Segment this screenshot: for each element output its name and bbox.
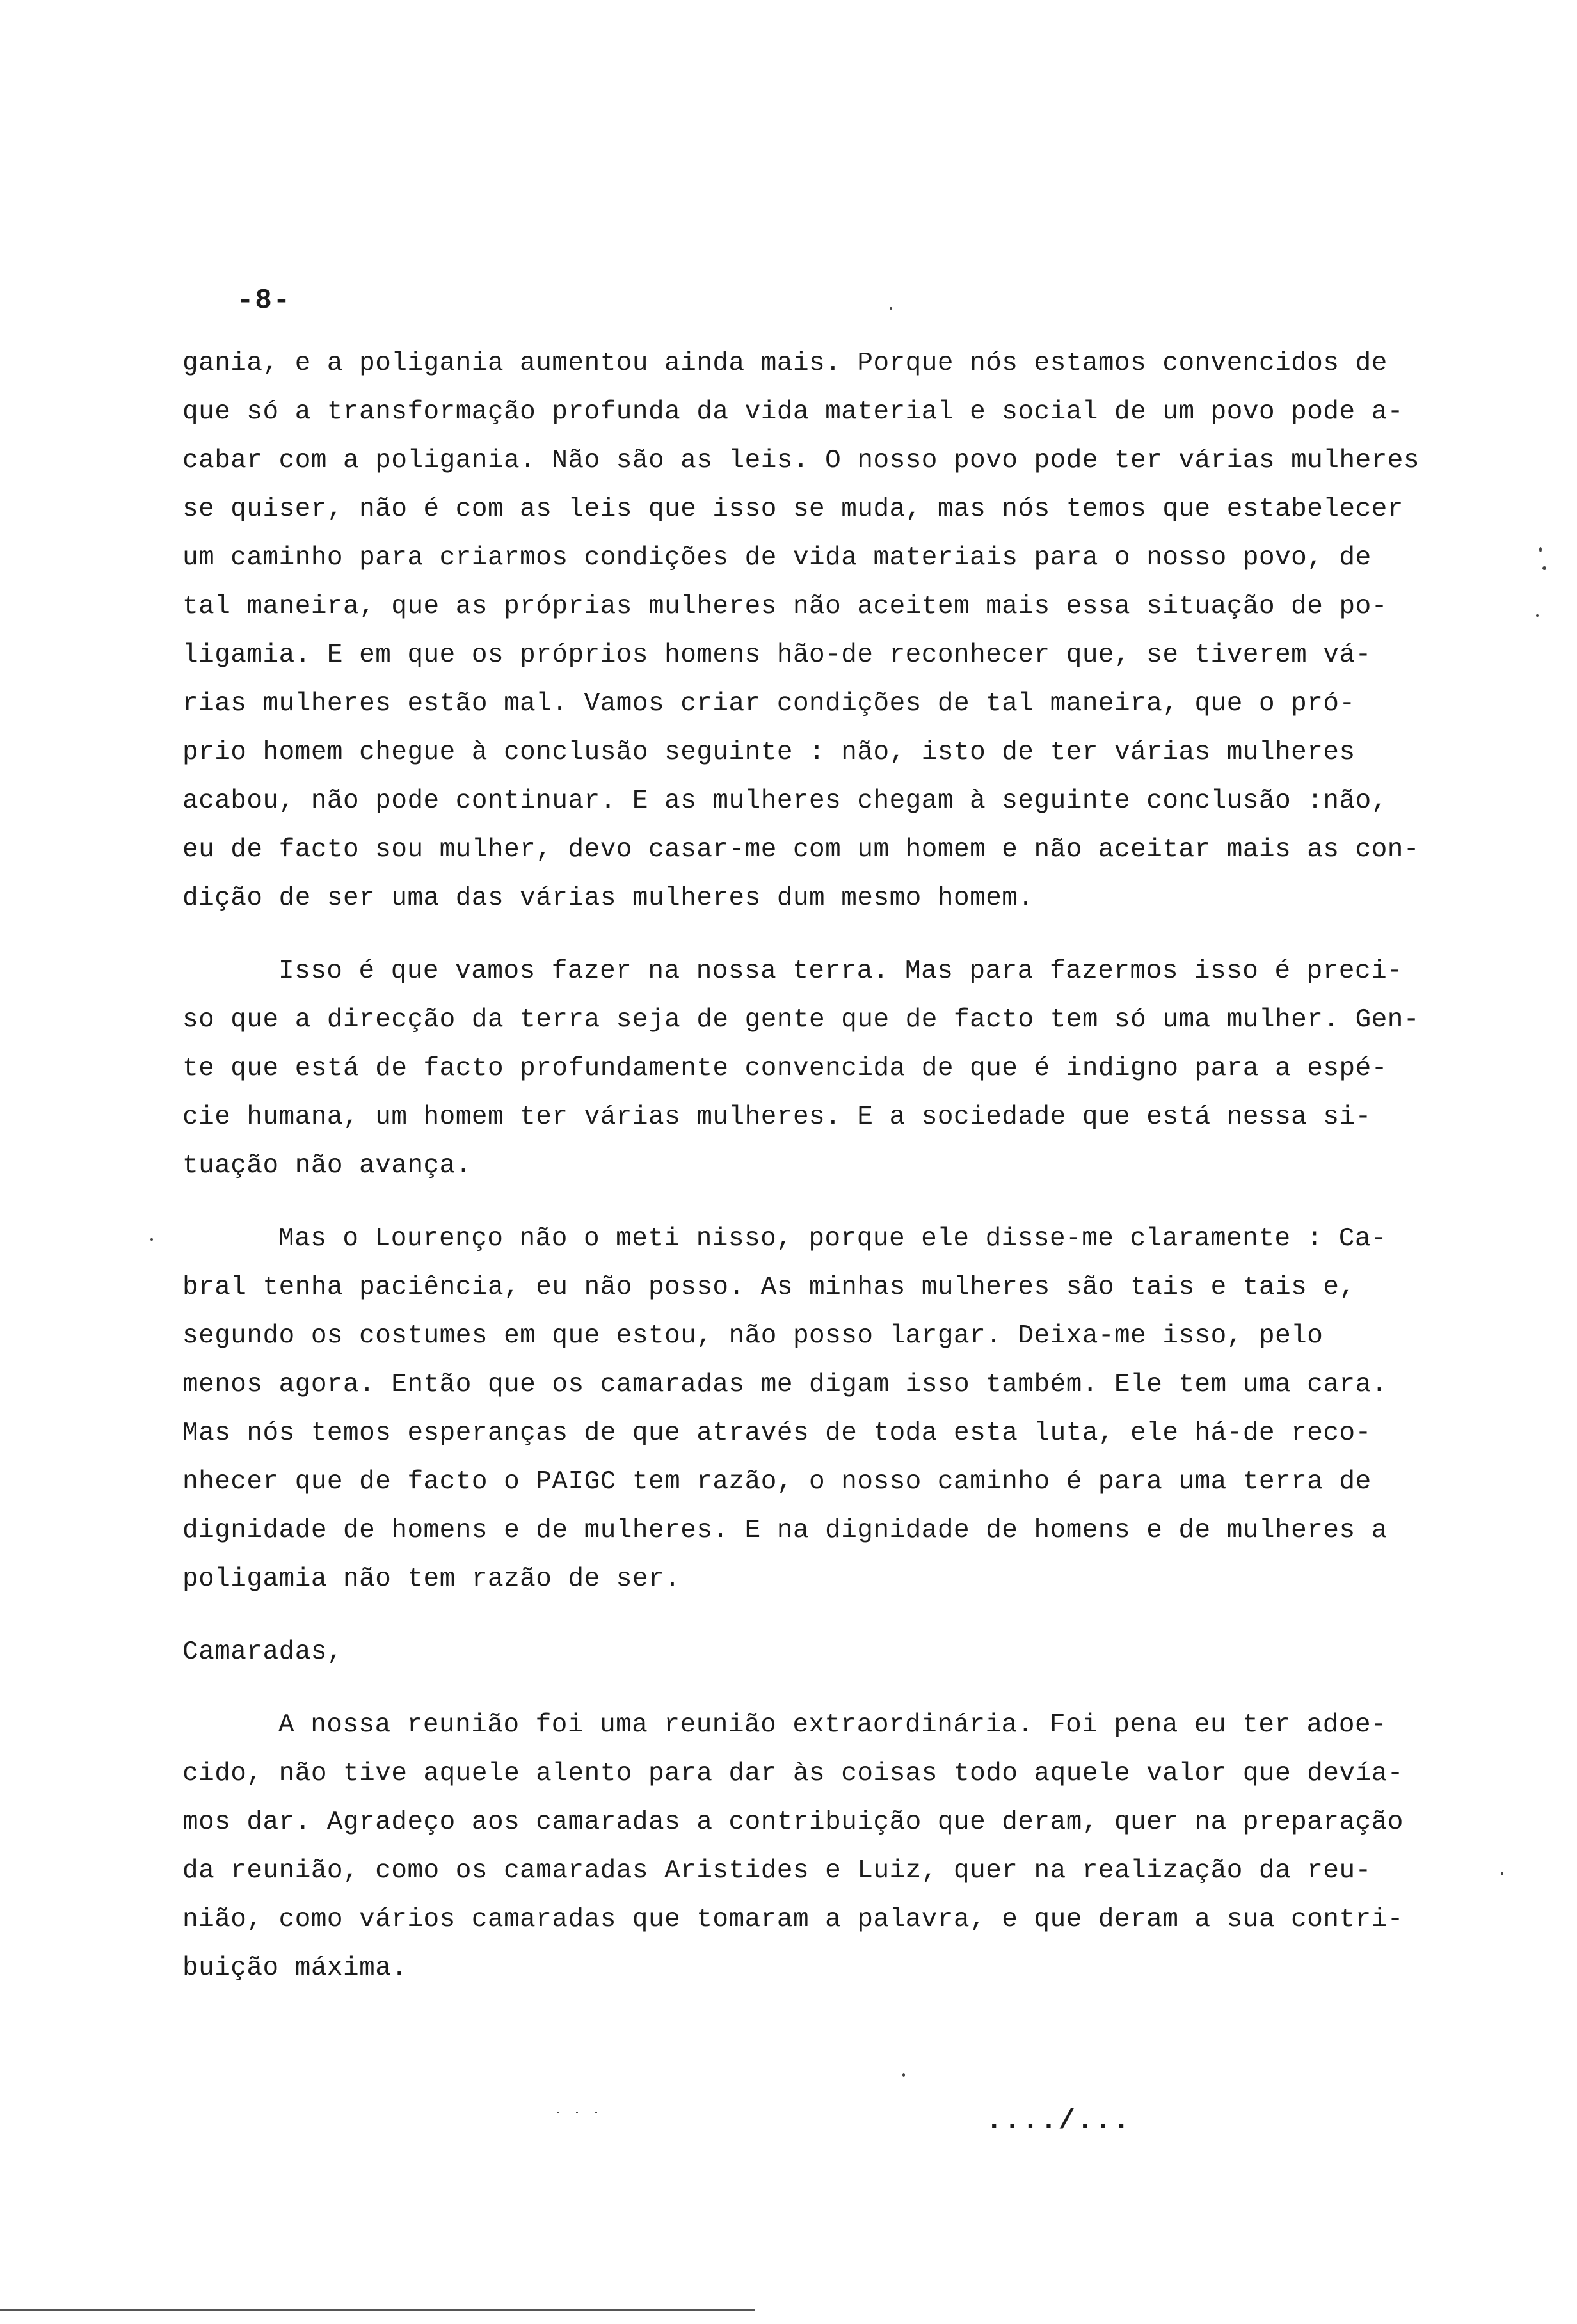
text-line: dição de ser uma das várias mulheres dum mesmo homem.: [182, 884, 1034, 913]
paragraph-2: [182, 947, 1450, 1190]
salutation: [182, 1628, 1450, 1676]
text-line: acabou, não pode continuar. E as mulheres chegam à seguinte conclusão :não,: [182, 786, 1388, 816]
paragraph-spacer: [182, 1604, 1450, 1628]
scan-speck: [1536, 614, 1539, 617]
text-line: mos dar. Agradeço aos camaradas a contribuição que deram, quer na preparação: [182, 1808, 1404, 1837]
scan-speck: [1539, 547, 1542, 552]
text-line: Mas o Lourenço não o meti nisso, porque ele disse-me claramente : Ca-: [278, 1224, 1388, 1254]
page-number: -8-: [237, 285, 292, 317]
text-line: te que está de facto profundamente convencida de que é indigno para a espé-: [182, 1054, 1388, 1083]
text-line: Isso é que vamos fazer na nossa terra. Mas para fazermos isso é preci-: [278, 957, 1404, 986]
text-line: ligamia. E em que os próprios homens hão-de reconhecer que, se tiverem vá-: [182, 641, 1372, 670]
text-line: nião, como vários camaradas que tomaram a palavra, e que deram a sua contri-: [182, 1905, 1404, 1934]
paragraph-spacer: [182, 1190, 1450, 1214]
text-line: da reunião, como os camaradas Aristides e Luiz, quer na realização da reu-: [182, 1856, 1372, 1886]
paragraph-spacer: [182, 923, 1450, 947]
text-line: buição máxima.: [182, 1954, 408, 1983]
text-line: gania, e a poligania aumentou ainda mais. Porque nós estamos convencidos de: [182, 349, 1388, 378]
paragraph-spacer: [182, 1676, 1450, 1701]
text-line: um caminho para criarmos condições de vida materiais para o nosso povo, de: [182, 543, 1372, 573]
text-line: rias mulheres estão mal. Vamos criar condições de tal maneira, que o pró-: [182, 689, 1356, 719]
paragraph-3: [182, 1214, 1450, 1604]
text-line: tuação não avança.: [182, 1151, 472, 1181]
scan-speck: [595, 2112, 597, 2113]
text-line: cido, não tive aquele alento para dar às coisas todo aquele valor que devía-: [182, 1759, 1404, 1788]
paragraph-5: [182, 1701, 1450, 1993]
text-line: se quiser, não é com as leis que isso se muda, mas nós temos que estabelecer: [182, 495, 1404, 524]
document-body: [182, 339, 1450, 1993]
scan-speck: [576, 2112, 578, 2113]
text-line: Mas nós temos esperanças de que através de toda esta luta, ele há-de reco-: [182, 1419, 1372, 1448]
text-line: bral tenha paciência, eu não posso. As minhas mulheres são tais e tais e,: [182, 1273, 1356, 1302]
text-line: nhecer que de facto o PAIGC tem razão, o nosso caminho é para uma terra de: [182, 1467, 1372, 1497]
text-line: cie humana, um homem ter várias mulheres. E a sociedade que está nessa si-: [182, 1102, 1372, 1132]
text-line: eu de facto sou mulher, devo casar-me com um homem e não aceitar mais as con-: [182, 835, 1420, 864]
text-line: A nossa reunião foi uma reunião extraordinária. Foi pena eu ter adoe-: [278, 1710, 1388, 1740]
text-line: Camaradas,: [182, 1637, 344, 1667]
text-line: prio homem chegue à conclusão seguinte : não, isto de ter várias mulheres: [182, 738, 1356, 767]
scan-speck: [557, 2112, 559, 2113]
text-line: so que a direcção da terra seja de gente que de facto tem só uma mulher. Gen-: [182, 1005, 1420, 1035]
text-line: tal maneira, que as próprias mulheres não aceitem mais essa situação de po-: [182, 592, 1388, 621]
scan-speck: [1501, 1872, 1503, 1875]
text-line: dignidade de homens e de mulheres. E na dignidade de homens e de mulheres a: [182, 1516, 1388, 1545]
text-line: que só a transformação profunda da vida material e social de um povo pode a-: [182, 397, 1404, 427]
text-line: segundo os costumes em que estou, não posso largar. Deixa-me isso, pelo: [182, 1321, 1324, 1351]
page-edge-line: [0, 2309, 755, 2311]
continuation-marker: ..../...: [986, 2105, 1132, 2137]
scan-speck: [902, 2073, 905, 2077]
scan-speck: [150, 1238, 153, 1241]
text-line: poligamia não tem razão de ser.: [182, 1564, 681, 1594]
paragraph-1: [182, 339, 1450, 923]
scan-speck: [890, 307, 892, 310]
scan-speck: [1542, 566, 1546, 570]
text-line: cabar com a poligania. Não são as leis. O nosso povo pode ter várias mulheres: [182, 446, 1420, 475]
text-line: menos agora. Então que os camaradas me digam isso também. Ele tem uma cara.: [182, 1370, 1388, 1399]
